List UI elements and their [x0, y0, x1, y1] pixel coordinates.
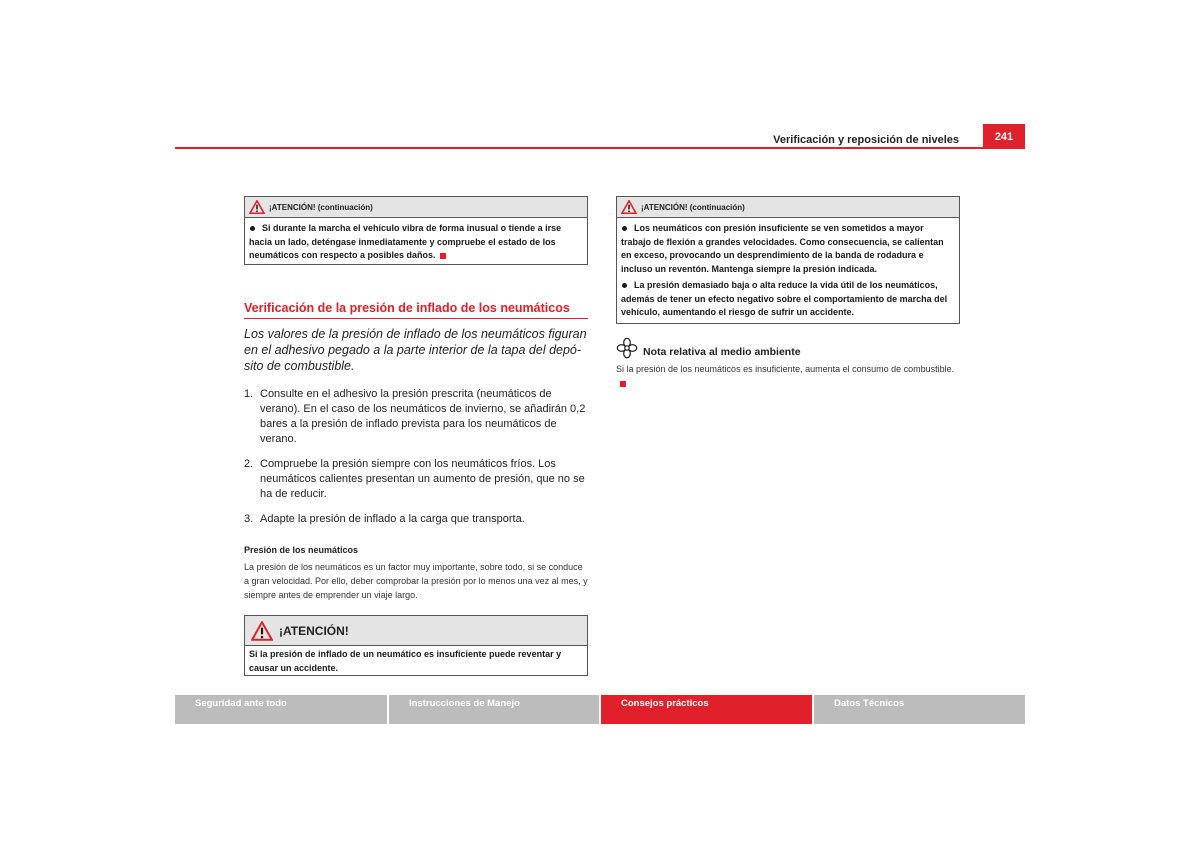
tab-instrucciones-de-manejo[interactable]: Instrucciones de Manejo	[389, 695, 599, 724]
tab-datos-tecnicos[interactable]: Datos Técnicos	[814, 695, 1025, 724]
warning-header	[245, 616, 587, 646]
warning-item: Si durante la marcha el vehículo vibra de forma inusual o tiende a irse hacia un lado, deténgase inmediatamente y compruebe el estado de los neumáticos con respecto a posibles daños.	[249, 223, 562, 260]
environment-note-title: Nota relativa al medio ambiente	[643, 346, 801, 358]
step-number: 1.	[244, 388, 254, 400]
step-item	[244, 457, 590, 502]
warning-triangle-icon	[249, 200, 265, 214]
footer-nav	[175, 695, 1025, 724]
warning-header	[617, 197, 959, 218]
warning-continuation-left	[244, 196, 588, 265]
warning-continuation-right	[616, 196, 960, 324]
end-mark-icon	[620, 381, 626, 387]
step-number: 3.	[244, 513, 254, 525]
step-item	[244, 512, 590, 527]
warning-heading: ¡ATENCIÓN!	[279, 623, 349, 638]
sub-heading: Presión de los neumáticos	[244, 545, 359, 555]
tab-consejos-practicos[interactable]: Consejos prácticos	[601, 695, 812, 724]
warning-box	[244, 615, 588, 676]
intro-text: Los valores de la presión de inflado de los neumáticos figuran en el adhesivo pegado a la parte interior de la tapa del depó-sito de combustible.	[244, 327, 587, 373]
sub-text: La presión de los neumáticos es un factor muy importante, sobre todo, si se conduce a gran velocidad. Por ello, deber comprobar la presión por lo menos una vez al mes, y siempre antes de emprender un viaje largo.	[244, 562, 588, 600]
flower-icon	[616, 337, 638, 359]
tab-seguridad-ante-todo[interactable]: Seguridad ante todo	[175, 695, 387, 724]
step-text: Compruebe la presión siempre con los neumáticos fríos. Los neumáticos calientes presentan un aumento de presión, que no se ha de reducir.	[260, 458, 585, 500]
end-mark-icon	[440, 253, 446, 259]
warning-item: La presión demasiado baja o alta reduce la vida útil de los neumáticos, además de tener un efecto negativo sobre el comportamiento de marcha del vehículo, aumentando el riesgo de sufrir un accidente.	[621, 280, 948, 317]
warning-text: Si la presión de inflado de un neumático es insuficiente puede reventar y causar un accidente.	[249, 649, 562, 673]
warning-heading: ¡ATENCIÓN! (continuación)	[641, 202, 745, 212]
warning-body	[617, 218, 959, 327]
step-number: 2.	[244, 458, 254, 470]
warning-triangle-icon	[251, 621, 273, 641]
warning-heading: ¡ATENCIÓN! (continuación)	[269, 202, 373, 212]
bullet-icon	[622, 283, 627, 288]
warning-header	[245, 197, 587, 218]
step-text: Adapte la presión de inflado a la carga que transporta.	[260, 513, 525, 525]
step-text: Consulte en el adhesivo la presión prescrita (neumáticos de verano). En el caso de los neumáticos de invierno, se añadirán 0,2 bares a la presión de inflado prevista para los neumáticos de verano.	[260, 388, 586, 445]
section-title: Verificación de la presión de inflado de los neumáticos	[244, 301, 588, 319]
bullet-icon	[622, 226, 627, 231]
warning-triangle-icon	[621, 200, 637, 214]
page-number: 241	[983, 124, 1025, 149]
warning-body	[245, 218, 587, 270]
header-rule	[175, 147, 1025, 149]
step-item	[244, 387, 590, 447]
header-title: Verificación y reposición de niveles	[773, 134, 959, 146]
environment-note-text: Si la presión de los neumáticos es insuficiente, aumenta el consumo de combustible.	[616, 362, 960, 390]
warning-item: Los neumáticos con presión insuficiente se ven sometidos a mayor trabajo de flexión a grandes velocidades. Como consecuencia, se calientan en exceso, provocando un desprendimiento de la banda de rodadura e incluso un reventón. Mantenga siempre la presión indicada.	[621, 223, 944, 274]
bullet-icon	[250, 226, 255, 231]
